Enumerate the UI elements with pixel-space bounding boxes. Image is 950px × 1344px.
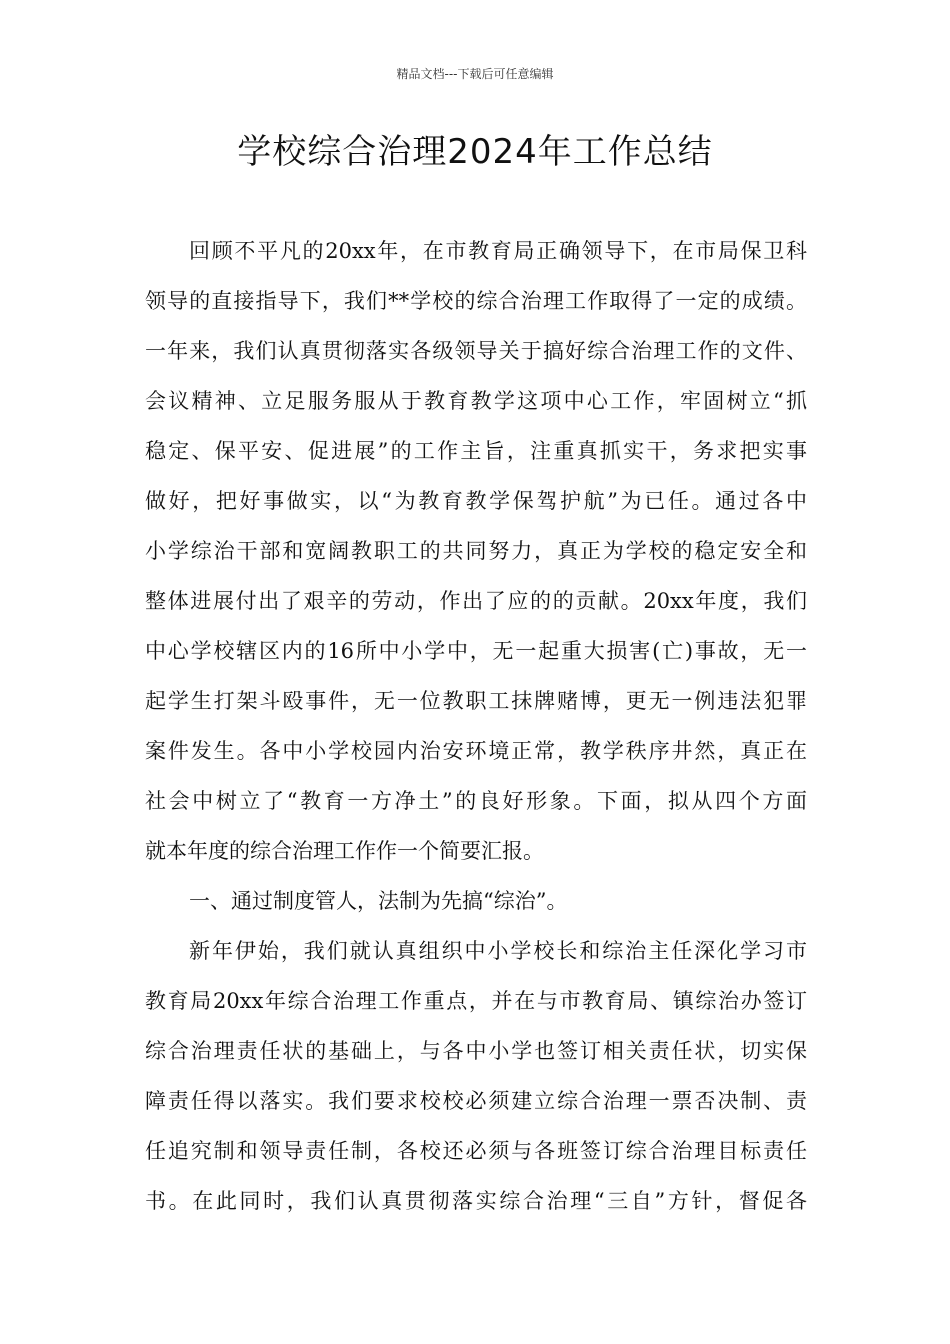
paragraph-line: 中心学校辖区内的16所中小学中，无一起重大损害(亡)事故，无一 <box>145 639 807 663</box>
paragraph-line: 书。在此同时，我们认真贯彻落实综合治理“三自”方针，督促各 <box>145 1189 807 1213</box>
paragraph-line: 整体进展付出了艰辛的劳动，作出了应的的贡献。20xx年度，我们 <box>145 589 807 613</box>
paragraph-line: 综合治理责任状的基础上，与各中小学也签订相关责任状，切实保 <box>145 1039 807 1063</box>
paragraph-line: 就本年度的综合治理工作作一个简要汇报。 <box>145 839 544 863</box>
paragraph-line: 回顾不平凡的20xx年，在市教育局正确领导下，在市局保卫科 <box>189 239 807 263</box>
paragraph-line: 会议精神、立足服务服从于教育教学这项中心工作，牢固树立“抓 <box>145 389 807 413</box>
section-heading: 一、通过制度管人，法制为先搞“综治”。 <box>189 889 568 913</box>
paragraph-line: 新年伊始，我们就认真组织中小学校长和综治主任深化学习市 <box>189 939 807 963</box>
paragraph-line: 案件发生。各中小学校园内治安环境正常，教学秩序井然，真正在 <box>145 739 807 763</box>
header-note: 精品文档---下载后可任意编辑 <box>396 67 554 81</box>
paragraph-line: 做好，把好事做实，以“为教育教学保驾护航”为已任。通过各中 <box>145 489 807 513</box>
paragraph-line: 领导的直接指导下，我们**学校的综合治理工作取得了一定的成绩。 <box>145 289 807 313</box>
document-title: 学校综合治理2024年工作总结 <box>237 132 713 172</box>
document-body <box>145 226 807 1226</box>
paragraph-line: 任追究制和领导责任制，各校还必须与各班签订综合治理目标责任 <box>145 1139 807 1163</box>
paragraph-line: 起学生打架斗殴事件，无一位教职工抹牌赌博，更无一例违法犯罪 <box>145 689 807 713</box>
paragraph-line: 小学综治干部和宽阔教职工的共同努力，真正为学校的稳定安全和 <box>145 539 807 563</box>
paragraph-line: 一年来，我们认真贯彻落实各级领导关于搞好综合治理工作的文件、 <box>145 339 807 363</box>
paragraph-line: 稳定、保平安、促进展”的工作主旨，注重真抓实干，务求把实事 <box>145 439 807 463</box>
paragraph-line: 社会中树立了“教育一方净土”的良好形象。下面，拟从四个方面 <box>145 789 807 813</box>
paragraph-line: 障责任得以落实。我们要求校校必须建立综合治理一票否决制、责 <box>145 1089 807 1113</box>
paragraph-line: 教育局20xx年综合治理工作重点，并在与市教育局、镇综治办签订 <box>145 989 807 1013</box>
